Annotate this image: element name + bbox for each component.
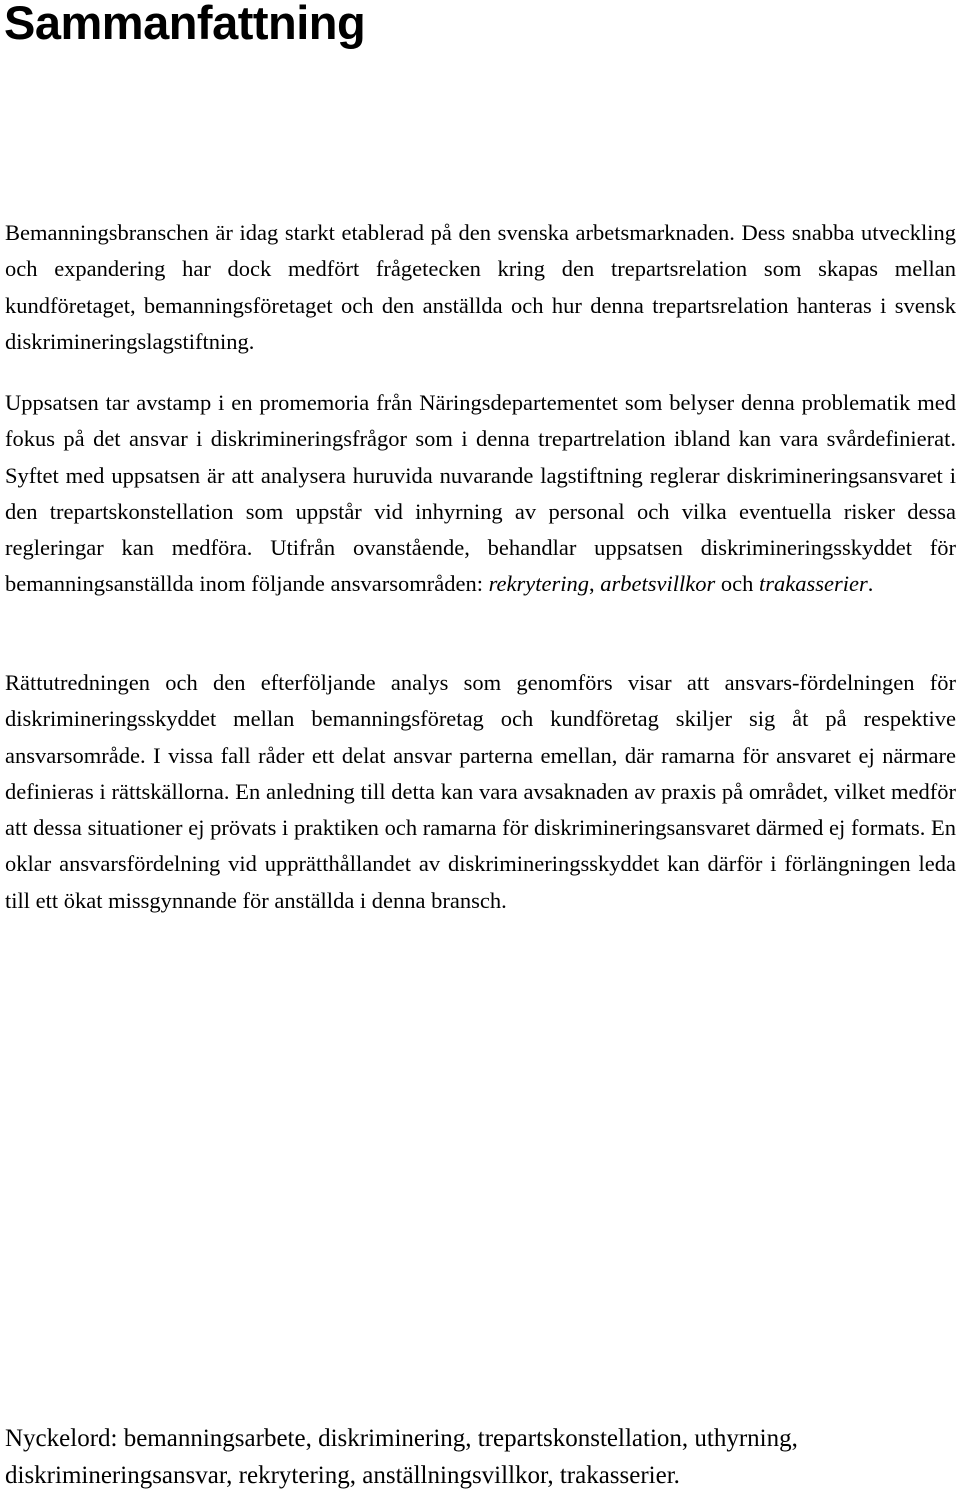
page-title: Sammanfattning xyxy=(4,0,366,49)
paragraph-purpose xyxy=(5,385,956,603)
paragraph-purpose-text: Uppsatsen tar avstamp i en promemoria från Näringsdepartementet som belyser denna problematik med fokus på det ansvar i diskrimineringsfrågor som i denna trepartrelation ibland kan vara svårdefinierat. Syftet med uppsatsen är att analysera huruvida nuvarande lagstiftning reglerar diskrimineringsansvaret i den trepartskonstellation som uppstår vid inhyrning av personal och vilka eventuella risker dessa regleringar kan medföra. Utifrån ovanstående, behandlar uppsatsen diskrimineringsskyddet för bemanningsanställda inom följande ansvarsområden: xyxy=(5,390,956,597)
separator-comma: , xyxy=(589,571,601,597)
keywords-line: diskrimineringsansvar, rekrytering, anställningsvillkor, trakasserier. xyxy=(5,1462,680,1489)
term-rekrytering: rekrytering xyxy=(488,571,590,597)
keywords-line: Nyckelord: bemanningsarbete, diskriminering, trepartskonstellation, uthyrning, xyxy=(5,1425,798,1452)
keywords-section xyxy=(5,1420,956,1494)
term-trakasserier: trakasserier xyxy=(759,571,868,597)
separator-och: och xyxy=(715,571,759,597)
paragraph-intro: Bemanningsbranschen är idag starkt etablerad på den svenska arbetsmarknaden. Dess snabba utveckling och expandering har dock medfört frågetecken kring den trepartsrelation som skapas mellan kundföretaget, bemanningsföretaget och den anställda och hur denna trepartsrelation hanteras i svensk diskrimineringslagstiftning. xyxy=(5,220,956,354)
sentence-end: . xyxy=(867,571,874,597)
term-arbetsvillkor: arbetsvillkor xyxy=(600,571,716,597)
paragraph-findings: Rättutredningen och den efterföljande analys som genomförs visar att ansvars-fördelningen för diskrimineringsskyddet mellan bemanningsföretag och kundföretag skiljer sig åt på respektive ansvarsområde. I vissa fall råder ett delat ansvar parterna emellan, där ramarna för ansvaret ej närmare definieras i rättskällorna. En anledning till detta kan vara avsaknaden av praxis på området, vilket medför att dessa situationer ej prövats i praktiken och ramarna för diskrimineringsansvaret därmed ej formats. En oklar ansvarsfördelning vid upprätthållandet av diskrimineringsskyddet kan därför i förlängningen leda till ett ökat missgynnande för anställda i denna bransch. xyxy=(5,670,956,913)
